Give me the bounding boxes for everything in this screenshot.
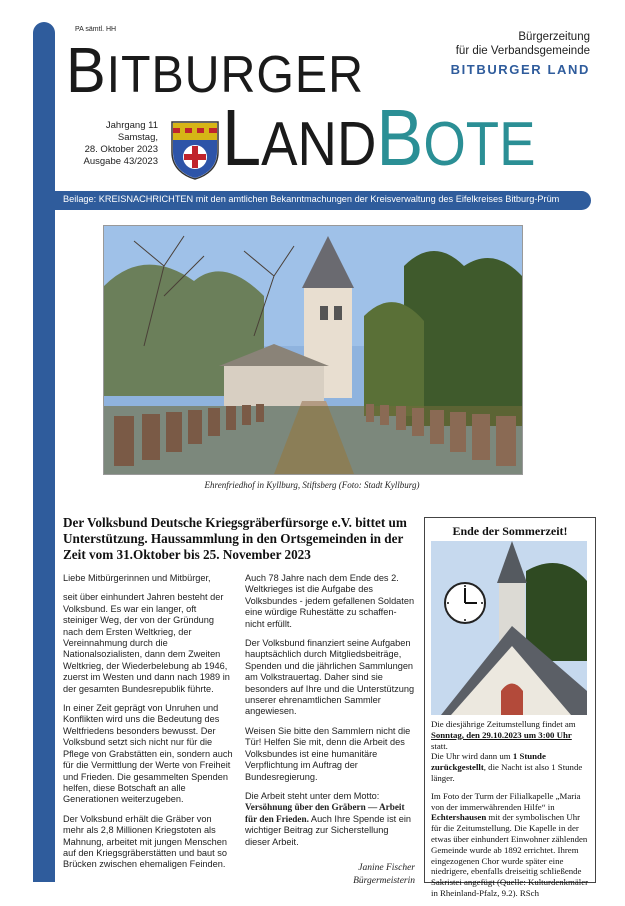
- sidebox-text: [431, 719, 589, 906]
- paragraph: Der Volksbund finanziert seine Aufgaben hauptsächlich durch Mitgliedsbeiträge, Spenden und die jährlichen Sammlungen am Volkstrauertag. Daher sind sie besonders auf Ihre und die Unterstützung unserer ehrenamtlichen Sammler angewiesen.: [245, 638, 415, 717]
- motto-intro: Die Arbeit steht unter dem Motto:: [245, 790, 380, 801]
- landbote-l-rest: AND: [261, 110, 377, 179]
- paragraph: Auch 78 Jahre nach dem Ende des 2. Weltkrieges ist die Aufgabe des Volksbundes - jedem gefallenen Soldaten eine würdige Ruhestätte zu schaffen- nicht erfüllt.: [245, 573, 415, 629]
- landbote-l-cap: L: [222, 93, 262, 182]
- issue-info: [80, 120, 158, 168]
- subtitle-line1: Bürgerzeitung: [518, 31, 590, 43]
- beilage-banner: [55, 191, 591, 210]
- subtitle-line2: für die Verbandsgemeinde: [455, 45, 590, 57]
- text-run: Die diesjährige Zeitumstellung findet am: [431, 719, 576, 729]
- bold-run: Echtershausen: [431, 812, 487, 823]
- landbote-b-rest: OTE: [423, 110, 536, 179]
- masthead-title-bitburger: [66, 34, 364, 107]
- title-rest: ITBURGER: [106, 46, 364, 104]
- article-column-1: [63, 573, 233, 879]
- article-headline: Der Volksbund Deutsche Kriegsgräberfürsorge e.V. bittet um Unterstützung. Haussammlung in den Ortsgemeinden in der Zeit vom 31.Oktober bis 25. November 2023: [63, 515, 407, 562]
- signature-name: Janine Fischer: [358, 862, 415, 873]
- title-cap: B: [66, 34, 107, 106]
- masthead-subtitle: [420, 30, 590, 58]
- text-run: , die Nacht ist also 1 Stunde länger.: [431, 762, 583, 783]
- photo-caption: Ehrenfriedhof in Kyllburg, Stiftsberg (Foto: Stadt Kyllburg): [204, 480, 420, 490]
- paragraph: Liebe Mitbürgerinnen und Mitbürger,: [63, 573, 211, 583]
- sidebox-paragraph-1: [431, 719, 589, 784]
- issue-ausgabe: Ausgabe 43/2023: [83, 156, 158, 167]
- paragraph: In einer Zeit geprägt von Unruhen und Konflikten wird uns die Bedeutung des Weltfriedens besonders bewusst. Der Volksbund setzt sich nicht nur für die Pflege von Grabstätten ein, sondern auch für die Vermittlung der Werte von Freiheit und Frieden. Die gesammelten Spenden helfen, diese Botschaft an alle Generationen weiterzugeben.: [63, 703, 233, 805]
- sidebox-title: Ende der Sommerzeit!: [452, 524, 568, 538]
- landbote-b-cap: B: [376, 93, 424, 182]
- text-run: statt.: [431, 740, 448, 751]
- paragraph: Weisen Sie bitte den Sammlern nicht die Tür! Helfen Sie mit, denn die Arbeit des Volksbundes ist eine humanitäre Verpflichtung im Auftrag der Bundesregierung.: [245, 725, 411, 782]
- signature-role: Bürgermeisterin: [353, 875, 415, 886]
- text-run: Im Foto der Turm der Filialkapelle „Maria von der immerwährenden Hilfe“ in: [431, 790, 581, 812]
- pa-note: PA sämtl. HH: [75, 26, 117, 33]
- date-highlight: Sonntag, den 29.10.2023 um 3:00 Uhr: [431, 729, 572, 740]
- issue-weekday: Samstag,: [117, 132, 158, 143]
- article-column-2: [245, 573, 415, 888]
- beilage-text: Beilage: KREISNACHRICHTEN mit den amtlichen Bekanntmachungen der Kreisverwaltung des Eifelkreises Bitburg-Prüm: [63, 194, 560, 204]
- masthead-title-landbote: [222, 93, 536, 201]
- motto-paragraph: [245, 791, 415, 848]
- text-run: Die Uhr wird dann um: [431, 751, 513, 762]
- text-run: mit der symbolischen Uhr für die Zeitumstellung. Die Kapelle in der etwas über einhundert Einwohner zählenden Gemeinde wurde ab 1892 errichtet. Ihrem eingezogenen Chor wurde später eine niedrigere, ebenfalls dreiseitig schließende Sakristei angefügt (Quelle: Kulturdenkmäler in Rheinland-Pfalz, 9.2). RSch: [431, 812, 589, 898]
- motto-text: Versöhnung über den Gräbern — Arbeit für den Frieden.: [245, 802, 405, 824]
- paragraph: Der Volksbund erhält die Gräber von mehr als 2,8 Millionen Kriegstoten als Mahnung, arbeitet mit jungen Menschen auf den Kriegsgräberstätten und baut so Brücken zwischen ehemaligen Feinden.: [63, 813, 227, 870]
- region-name: BITBURGER LAND: [450, 62, 590, 77]
- bold-run: 1 Stunde zurückgestellt: [431, 751, 546, 773]
- sidebox-paragraph-2: [431, 791, 589, 899]
- cemetery-photo: [103, 225, 523, 475]
- issue-date: 28. Oktober 2023: [84, 144, 158, 155]
- masthead-side-bar: [33, 22, 55, 882]
- issue-jahrgang: Jahrgang 11: [105, 120, 158, 131]
- paragraph: seit über einhundert Jahren besteht der Volksbund. Es war ein langer, oft steiniger Weg, der von der Gründung nach dem Ersten Weltkrieg, der Vereinnahmung durch die Nationalsozialisten, dann dem Zweiten Weltkrieg, der Wiederbelebung ab 1946, zuerst im Westen und dann nach 1989 in der gesamten Bundesrepublik führte.: [63, 592, 230, 694]
- coat-of-arms-icon: [170, 120, 220, 180]
- motto-after: Auch Ihre Spende ist ein wichtiger Beitrag zur Sicherstellung dieser Arbeit.: [245, 813, 412, 847]
- chapel-clock-photo: [431, 541, 587, 715]
- signature: [245, 862, 415, 888]
